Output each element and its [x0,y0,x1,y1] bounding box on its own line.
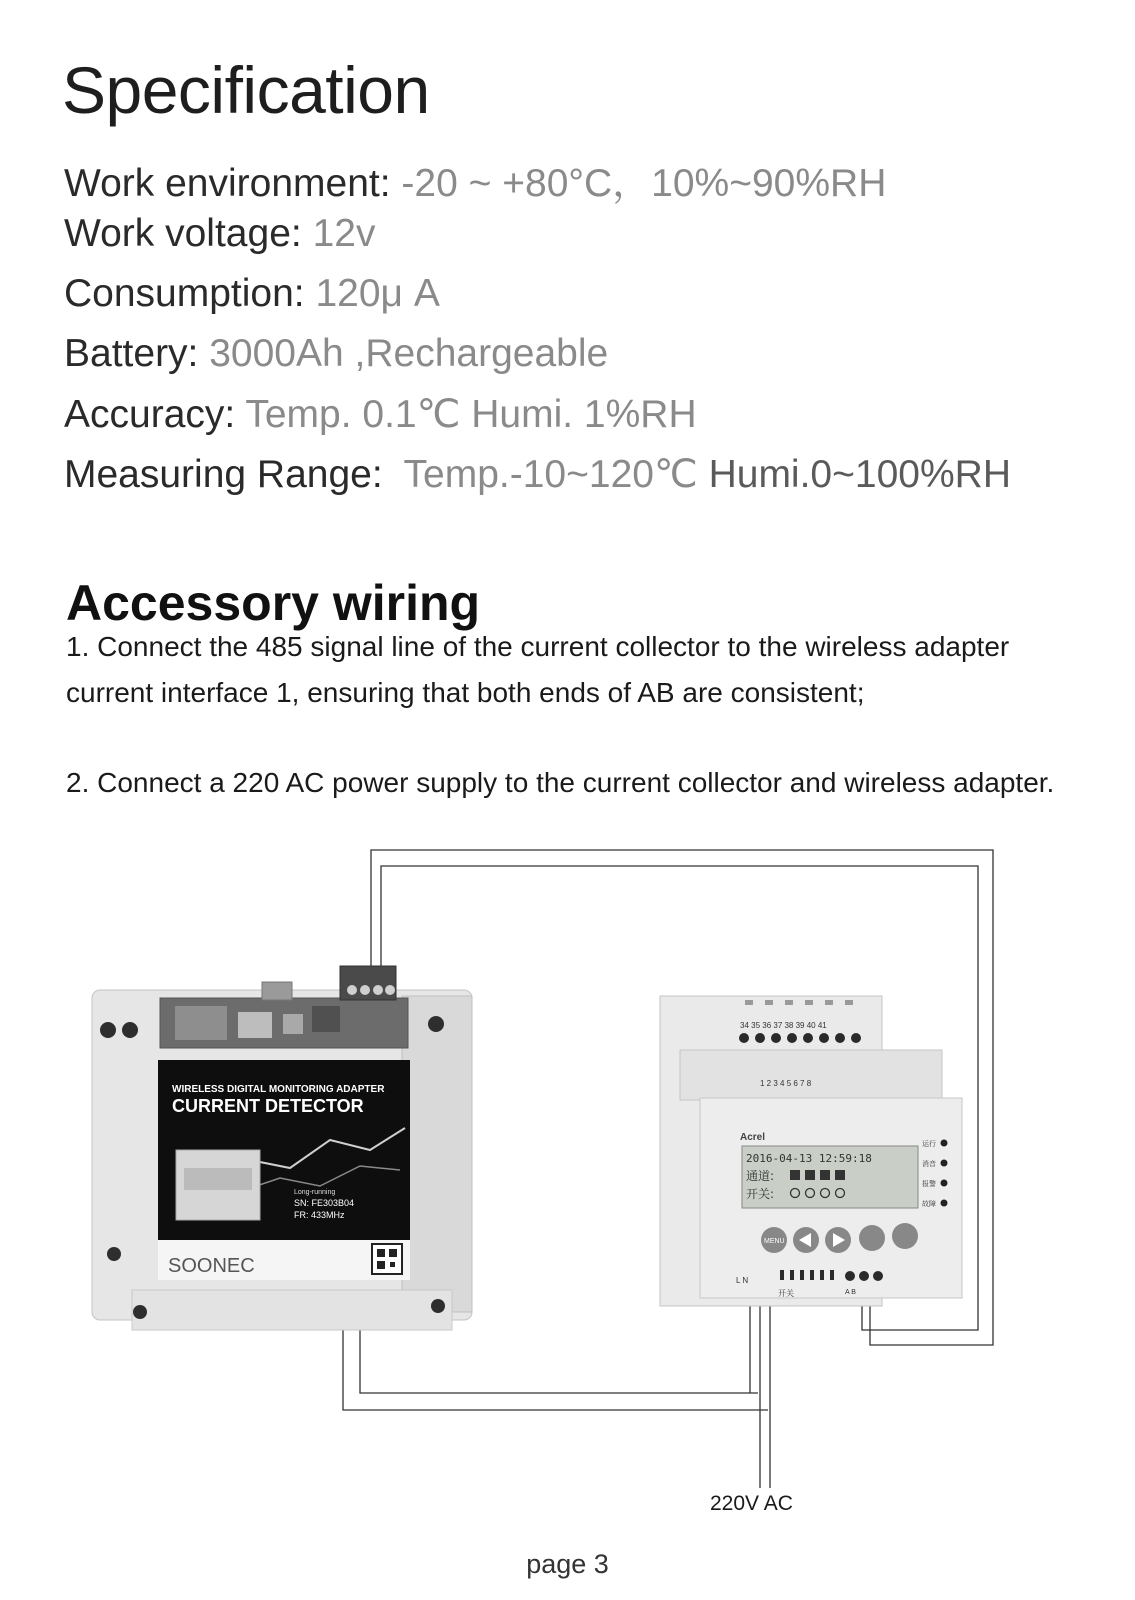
wiring-step-2: 2. Connect a 220 AC power supply to the current collector and wireless adapter. [66,767,1055,798]
qr-code-icon [372,1244,402,1274]
spec-label: Consumption: [64,272,305,315]
adapter-brand: SOONEC [168,1255,255,1277]
spec-value-humi: Humi.0~100%RH [708,453,1011,496]
wiring-heading: Accessory wiring [66,575,481,631]
qr-code-icon [377,1249,385,1257]
qr-code-icon [390,1262,395,1267]
power-supply-label: 220V AC [710,1492,793,1515]
mount-hole [431,1299,445,1313]
mount-hole [428,1016,444,1032]
collector-mid-terminal-labels: 1 2 3 4 5 6 7 8 [760,1079,812,1088]
pcb-component [283,1014,303,1034]
menu-button-label: MENU [764,1238,785,1245]
mount-hole [100,1022,116,1038]
current-collector [660,996,962,1306]
adapter-side [402,996,472,1312]
adapter-din-foot [132,1290,452,1330]
collector-step [680,1050,942,1100]
adapter-antenna [262,982,292,1000]
adapter-label-small: WIRELESS DIGITAL MONITORING ADAPTER [172,1084,385,1095]
spec-label: Work voltage: [64,212,302,255]
adapter-label-big: CURRENT DETECTOR [172,1096,364,1116]
spec-value: 3000Ah ,Rechargeable [209,332,609,375]
mount-hole [133,1305,147,1319]
lcd-line-3: 开关: [746,1187,775,1201]
switch-label: 开关 [778,1289,794,1298]
indicator-alarm-label: 报警 [922,1180,936,1188]
qr-code-icon [377,1261,385,1269]
adapter-info-3: FR: 433MHz [294,1210,345,1220]
page-title: Specification [62,53,430,127]
spec-label: Work environment: [64,162,391,205]
spec-label: Accuracy: [64,393,236,436]
spec-value: Temp. 0.1℃ Humi. 1%RH [245,393,697,436]
spec-value: -20 ~ +80°C，10%~90%RH [401,162,887,205]
terminal-screw [360,985,370,995]
pcb-connector [312,1006,340,1032]
indicator-mute-label: 消音 [922,1160,936,1168]
back-button [892,1223,918,1249]
page-number: page 3 [526,1549,609,1579]
ab-terminal-label: A B [845,1289,856,1296]
lcd-line-1: 2016-04-13 12:59:18 [746,1152,872,1165]
indicator-run-label: 运行 [922,1140,936,1148]
spec-value-temp: Temp.-10~120℃ [403,453,698,496]
thumbnail-display [184,1168,252,1190]
lcd-line-2: 通道: [746,1169,775,1183]
mount-hole [107,1247,121,1261]
indicator-fault-label: 故障 [922,1200,936,1208]
adapter-info-2: SN: FE303B04 [294,1198,355,1208]
mount-hole [122,1022,138,1038]
adapter-terminal-block [340,966,396,1000]
spec-value: 12v [312,212,376,255]
terminal-screw [385,985,395,995]
collector-brand: Acrel [740,1132,766,1143]
collector-power-terminal-labels: L N [736,1276,749,1285]
qr-code-icon [389,1249,397,1257]
terminal-screw [373,985,383,995]
terminal-screw [347,985,357,995]
spec-label: Measuring Range: [64,453,383,496]
enter-button [859,1225,885,1251]
pcb-chip [175,1006,227,1040]
collector-top-terminal-labels: 34 35 36 37 38 39 40 41 [740,1021,827,1030]
wireless-adapter [92,966,472,1330]
wiring-step-1: 1. Connect the 485 signal line of the current collector to the wireless adapter current interface 1, ensuring that both ends of AB are consistent; [66,631,1010,708]
spec-value: 120μ A [315,272,440,315]
spec-label: Battery: [64,332,199,375]
pcb-component [238,1012,272,1038]
adapter-info-1: Long-running [294,1189,336,1196]
